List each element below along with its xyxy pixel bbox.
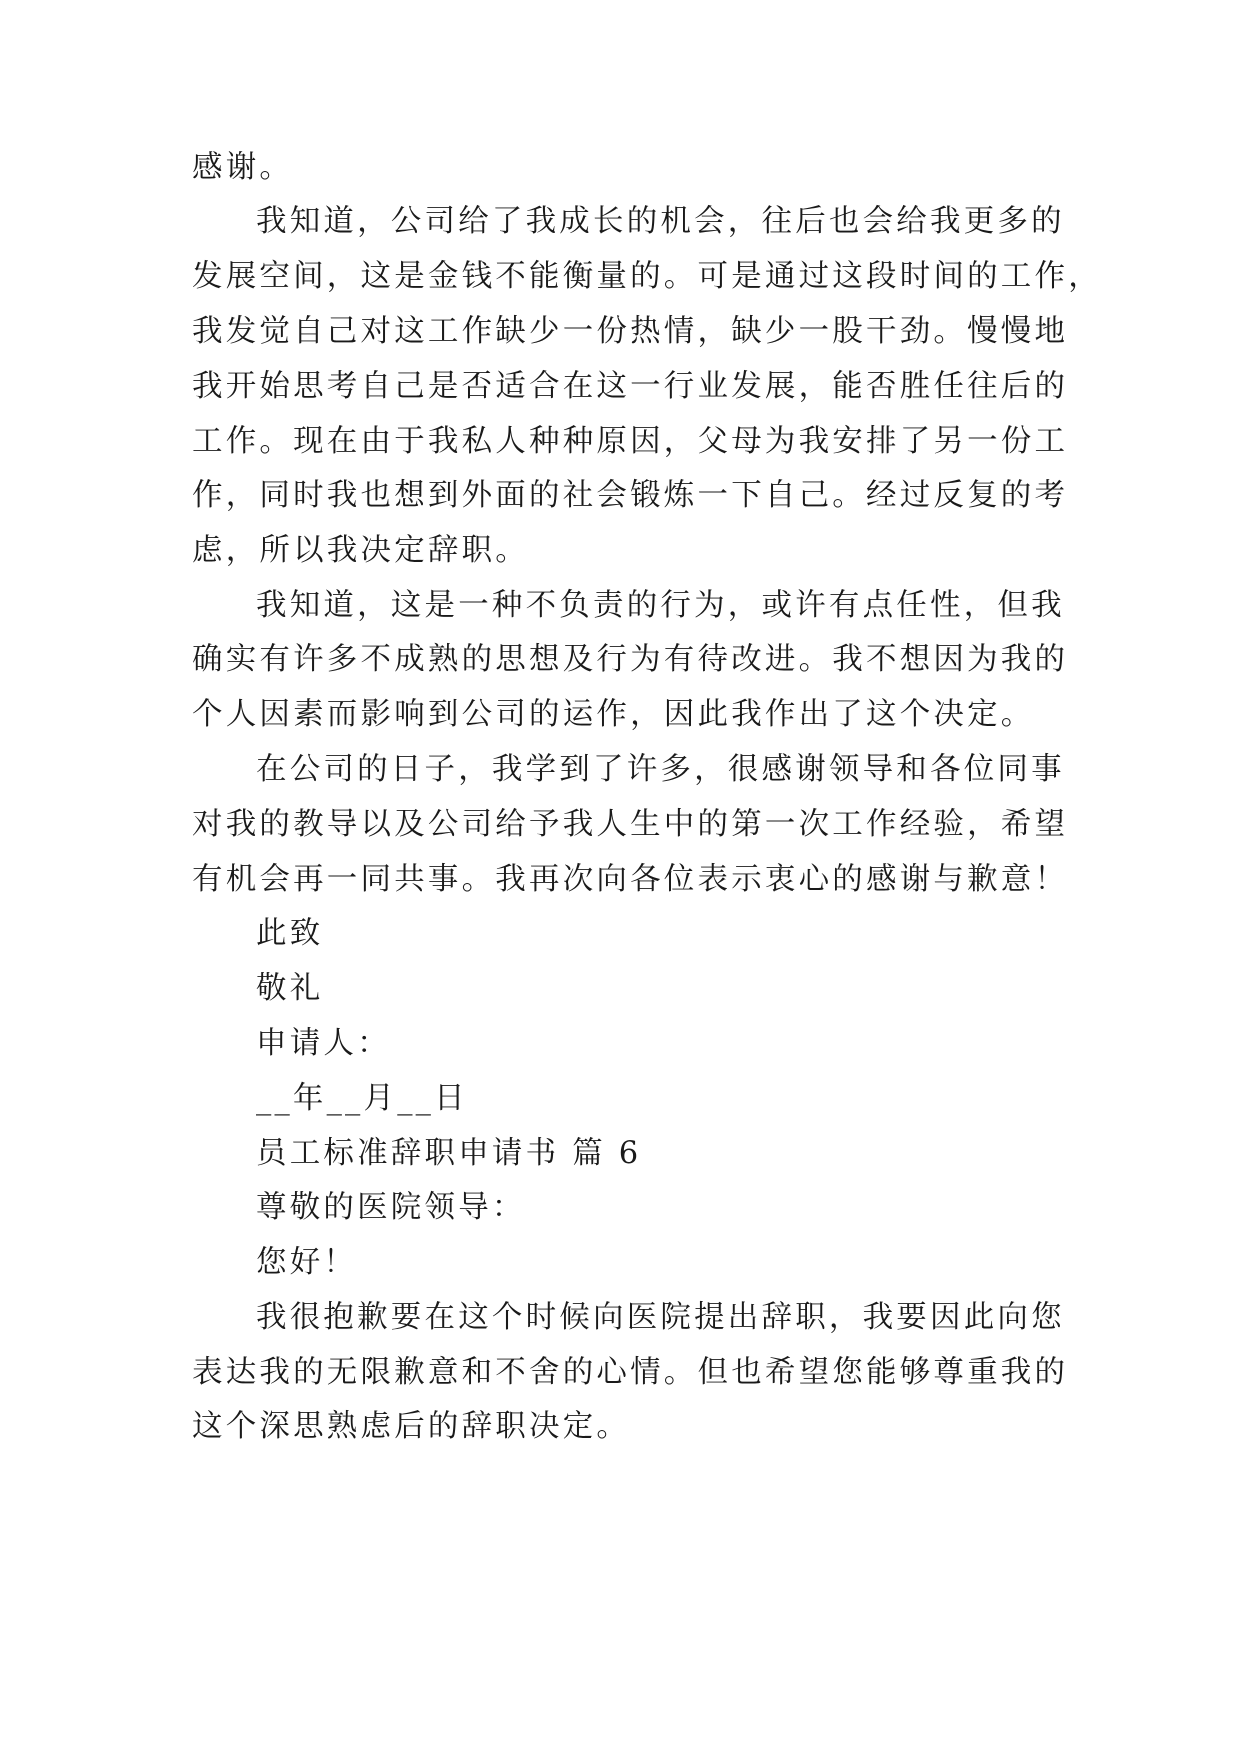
greeting-recipient: 尊敬的医院领导： [256, 1190, 526, 1225]
applicant-label: 申请人： [256, 1026, 391, 1061]
text-line: 确实有许多不成熟的思想及行为有待改进。我不想因为我的 [192, 642, 1069, 677]
text-line: 我发觉自己对这工作缺少一份热情，缺少一股干劲。慢慢地 [192, 314, 1069, 349]
text-line: 虑，所以我决定辞职。 [192, 533, 529, 568]
paragraph-start-line: 我知道，这是一种不负责的行为，或许有点任性，但我 [256, 588, 1065, 623]
text-line: 我开始思考自己是否适合在这一行业发展，能否胜任往后的 [192, 369, 1069, 404]
closing-regards: 敬礼 [256, 971, 324, 1006]
text-line: 作，同时我也想到外面的社会锻炼一下自己。经过反复的考 [192, 478, 1069, 513]
text-line: 有机会再一同共事。我再次向各位表示衷心的感谢与歉意！ [192, 862, 1069, 897]
closing-salutation: 此致 [256, 916, 324, 951]
section-title: 员工标准辞职申请书 篇 6 [256, 1136, 642, 1171]
text-line: 工作。现在由于我私人种种原因，父母为我安排了另一份工 [192, 424, 1069, 459]
date-placeholder: __年__月__日 [256, 1081, 468, 1116]
text-line: 对我的教导以及公司给予我人生中的第一次工作经验，希望 [192, 807, 1069, 842]
text-line: 感谢。 [192, 150, 294, 185]
text-line: 发展空间，这是金钱不能衡量的。可是通过这段时间的工作， [192, 259, 1102, 294]
text-line: 个人因素而影响到公司的运作，因此我作出了这个决定。 [192, 697, 1035, 732]
greeting: 您好！ [256, 1245, 358, 1280]
paragraph-start-line: 我很抱歉要在这个时候向医院提出辞职，我要因此向您 [256, 1300, 1065, 1335]
paragraph-start-line: 在公司的日子，我学到了许多，很感谢领导和各位同事 [256, 752, 1065, 787]
paragraph-start-line: 我知道，公司给了我成长的机会，往后也会给我更多的 [256, 204, 1065, 239]
text-line: 这个深思熟虑后的辞职决定。 [192, 1409, 631, 1444]
text-line: 表达我的无限歉意和不舍的心情。但也希望您能够尊重我的 [192, 1355, 1069, 1390]
